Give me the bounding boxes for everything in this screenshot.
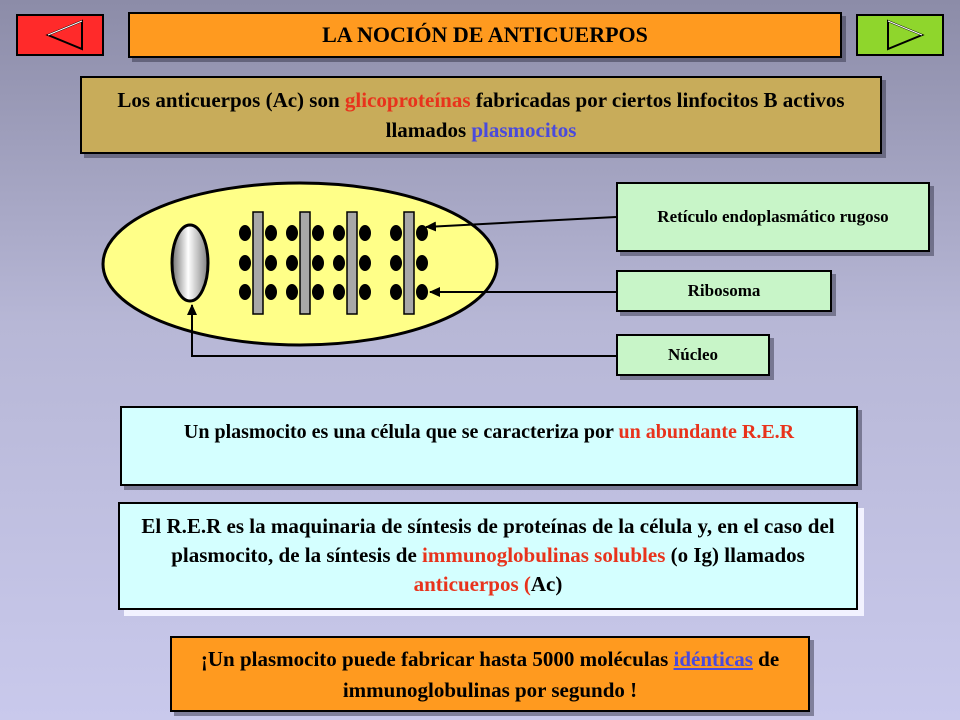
slide-title: LA NOCIÓN DE ANTICUERPOS [128, 12, 842, 58]
rer-machinery-text [118, 502, 858, 610]
nucleus-label: Núcleo [616, 334, 770, 376]
identical-link[interactable]: idénticas [673, 647, 753, 671]
soluble-immunoglobulins-term: immunoglobulinas solubles [422, 543, 666, 567]
ribosome-dot [359, 255, 371, 271]
machinery-part2: (o Ig) llamados [665, 543, 805, 567]
ribosome-dot [239, 255, 251, 271]
rer-label: Retículo endoplasmático rugoso [616, 182, 930, 252]
closing-part2: de immunoglobulinas por segundo ! [342, 647, 780, 702]
ribosome-dot [333, 284, 345, 300]
nucleus [172, 225, 208, 301]
ribosome-dot [286, 255, 298, 271]
machinery-part3: Ac) [530, 572, 563, 596]
definition-part1: Un plasmocito es una célula que se caracteriza por [183, 421, 619, 443]
rer-cisterna [300, 212, 310, 314]
production-rate-fact [170, 636, 810, 712]
ribosome-dot [390, 225, 402, 241]
rer-cisterna [347, 212, 357, 314]
ribosome-label: Ribosoma [616, 270, 832, 312]
ribosome-dot [312, 284, 324, 300]
rer-cisterna [404, 212, 414, 314]
ribosome-dot [416, 284, 428, 300]
ribosome-dot [265, 225, 277, 241]
closing-part1: ¡Un plasmocito puede fabricar hasta 5000 moléculas [200, 647, 674, 671]
ribosome-dot [359, 225, 371, 241]
plasmocytes-term: plasmocitos [471, 118, 577, 142]
ribosome-dot [312, 225, 324, 241]
ribosome-dot [390, 284, 402, 300]
plasmocyte-definition [120, 406, 858, 486]
ribosome-dot [312, 255, 324, 271]
ribosome-dot [390, 255, 402, 271]
glycoproteins-term: glicoproteínas [344, 88, 471, 112]
intro-text-part1: Los anticuerpos (Ac) son [117, 88, 345, 112]
antibodies-term: anticuerpos ( [413, 572, 531, 596]
ribosome-dot [265, 255, 277, 271]
ribosome-dot [286, 225, 298, 241]
intro-text-part2: fabricadas por ciertos linfocitos B activos llamados [385, 88, 845, 142]
ribosome-dot [333, 225, 345, 241]
ribosome-dot [333, 255, 345, 271]
ribosome-dot [286, 284, 298, 300]
ribosome-dot [239, 284, 251, 300]
abundant-rer-term: un abundante R.E.R [618, 421, 795, 443]
ribosome-dot [265, 284, 277, 300]
ribosome-dot [416, 255, 428, 271]
ribosome-dot [239, 225, 251, 241]
ribosome-dot [359, 284, 371, 300]
rer-cisterna [253, 212, 263, 314]
machinery-part1: El R.E.R es la maquinaria de síntesis de proteínas de la célula y, en el caso del plasmocito, de la síntesis de [141, 514, 835, 567]
